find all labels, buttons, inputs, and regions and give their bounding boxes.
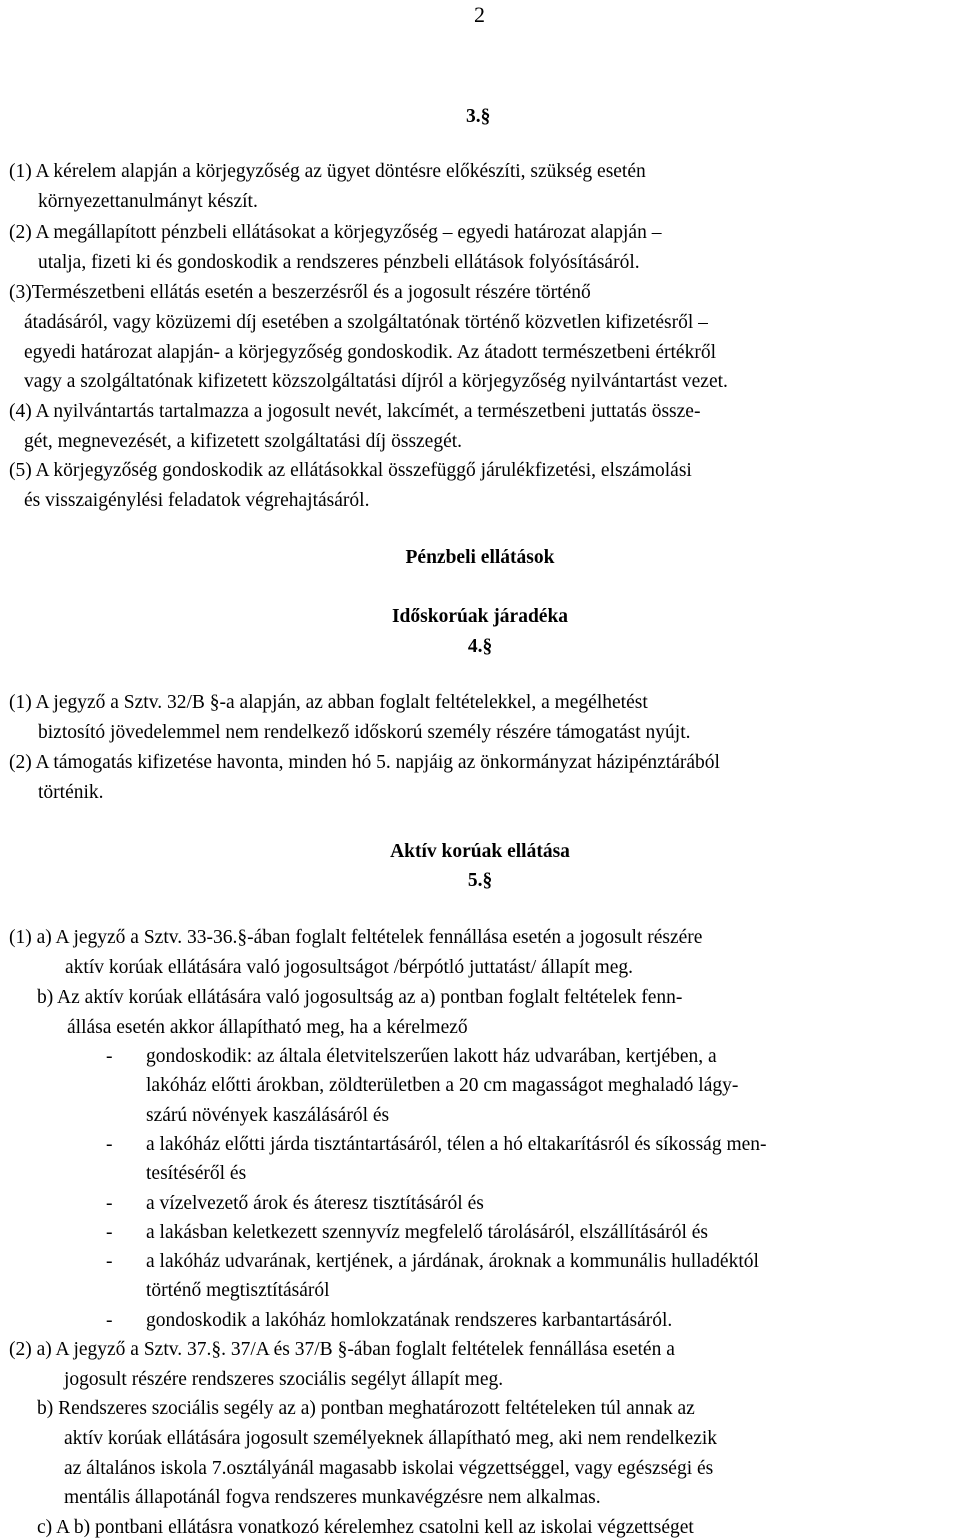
page-number: 2 bbox=[474, 2, 485, 27]
paragraph-line: (2) A megállapított pénzbeli ellátásokat a körjegyzőség – egyedi határozat alapján – bbox=[9, 222, 662, 243]
heading-idoskoruak-jaradeka: Időskorúak járadéka bbox=[391, 606, 569, 627]
paragraph-line: (5) A körjegyzőség gondoskodik az ellátásokkal összefüggő járulékfizetési, elszámolási bbox=[9, 460, 692, 481]
paragraph-line: jogosult részére rendszeres szociális segélyt állapít meg. bbox=[64, 1369, 504, 1390]
paragraph-line: (3)Természetbeni ellátás esetén a beszerzésről és a jogosult részére történő bbox=[9, 282, 591, 303]
paragraph-line: biztosító jövedelemmel nem rendelkező időskorú személy részére támogatást nyújt. bbox=[38, 722, 691, 743]
paragraph-line: utalja, fizeti ki és gondoskodik a rendszeres pénzbeli ellátások folyósításáról. bbox=[38, 252, 640, 273]
paragraph-line: vagy a szolgáltatónak kifizetett közszolgáltatási díjról a körjegyzőség nyilvántartást vezet. bbox=[24, 371, 728, 392]
paragraph-line: c) A b) pontbani ellátásra vonatkozó kérelemhez csatolni kell az iskolai végzettséget bbox=[37, 1517, 694, 1538]
list-item-text: gondoskodik: az általa életvitelszerűen lakott ház udvarában, kertjében, a bbox=[146, 1046, 717, 1067]
list-item-text: a lakásban keletkezett szennyvíz megfelelő tárolásáról, elszállításáról és bbox=[146, 1222, 708, 1243]
list-dash: - bbox=[106, 1193, 113, 1214]
section-3-heading: 3.§ bbox=[466, 106, 491, 127]
list-dash: - bbox=[106, 1134, 113, 1155]
list-item-text: lakóház előtti árokban, zöldterületben a 20 cm magasságot meghaladó lágy- bbox=[146, 1075, 739, 1096]
list-item-text: a lakóház udvarának, kertjének, a járdának, ároknak a kommunális hulladéktól bbox=[146, 1251, 759, 1272]
paragraph-line: történik. bbox=[38, 782, 104, 803]
paragraph-line: az általános iskola 7.osztályánál magasabb iskolai végzettséggel, vagy egészségi és bbox=[64, 1458, 714, 1479]
paragraph-line: mentális állapotánál fogva rendszeres munkavégzésre nem alkalmas. bbox=[64, 1487, 601, 1508]
paragraph-line: b) Rendszeres szociális segély az a) pontban meghatározott feltételeken túl annak az bbox=[37, 1398, 695, 1419]
heading-aktiv-koruak-ellatasa: Aktív korúak ellátása bbox=[390, 841, 570, 862]
list-item-text: a lakóház előtti járda tisztántartásáról, télen a hó eltakarításról és síkosság men- bbox=[146, 1134, 767, 1155]
list-dash: - bbox=[106, 1251, 113, 1272]
section-4-heading: 4.§ bbox=[467, 636, 493, 657]
list-item-text: tesítéséről és bbox=[146, 1163, 247, 1184]
list-item-text: gondoskodik a lakóház homlokzatának rendszeres karbantartásáról. bbox=[146, 1310, 673, 1331]
heading-penzbeli-ellatasok: Pénzbeli ellátások bbox=[405, 547, 555, 568]
paragraph-line: (1) A kérelem alapján a körjegyzőség az ügyet döntésre előkészíti, szükség esetén bbox=[9, 161, 646, 182]
list-dash: - bbox=[106, 1310, 113, 1331]
paragraph-line: és visszaigénylési feladatok végrehajtásáról. bbox=[24, 490, 370, 511]
paragraph-line: állása esetén akkor állapítható meg, ha a kérelmező bbox=[67, 1017, 468, 1038]
paragraph-line: (4) A nyilvántartás tartalmazza a jogosult nevét, lakcímét, a természetbeni juttatás össze- bbox=[9, 401, 701, 422]
paragraph-line: aktív korúak ellátására jogosult személyeknek állapítható meg, aki nem rendelkezik bbox=[64, 1428, 718, 1449]
list-item-text: a vízelvezető árok és áteresz tisztításáról és bbox=[146, 1193, 484, 1214]
paragraph-line: b) Az aktív korúak ellátására való jogosultság az a) pontban foglalt feltételek fenn- bbox=[37, 987, 683, 1008]
paragraph-line: (1) a) A jegyző a Sztv. 33-36.§-ában foglalt feltételek fennállása esetén a jogosult részére bbox=[9, 927, 703, 948]
paragraph-line: gét, megnevezését, a kifizetett szolgáltatási díj összegét. bbox=[24, 431, 463, 452]
paragraph-line: egyedi határozat alapján- a körjegyzőség gondoskodik. Az átadott természetbeni értékről bbox=[24, 342, 716, 363]
list-item-text: történő megtisztításáról bbox=[146, 1280, 330, 1301]
paragraph-line: aktív korúak ellátására való jogosultságot /bérpótló juttatást/ állapít meg. bbox=[65, 957, 634, 978]
paragraph-line: (2) A támogatás kifizetése havonta, minden hó 5. napjáig az önkormányzat házipénztárából bbox=[9, 752, 720, 773]
section-5-heading: 5.§ bbox=[467, 870, 493, 891]
paragraph-line: (1) A jegyző a Sztv. 32/B §-a alapján, az abban foglalt feltételekkel, a megélhetést bbox=[9, 692, 648, 713]
list-item-text: szárú növények kaszálásáról és bbox=[146, 1105, 390, 1126]
paragraph-line: (2) a) A jegyző a Sztv. 37.§. 37/A és 37/B §-ában foglalt feltételek fennállása esetén a bbox=[9, 1339, 675, 1360]
paragraph-line: átadásáról, vagy közüzemi díj esetében a szolgáltatónak történő közvetlen kifizetésről – bbox=[24, 312, 708, 333]
list-dash: - bbox=[106, 1222, 113, 1243]
list-dash: - bbox=[106, 1046, 113, 1067]
paragraph-line: környezettanulmányt készít. bbox=[38, 191, 258, 212]
